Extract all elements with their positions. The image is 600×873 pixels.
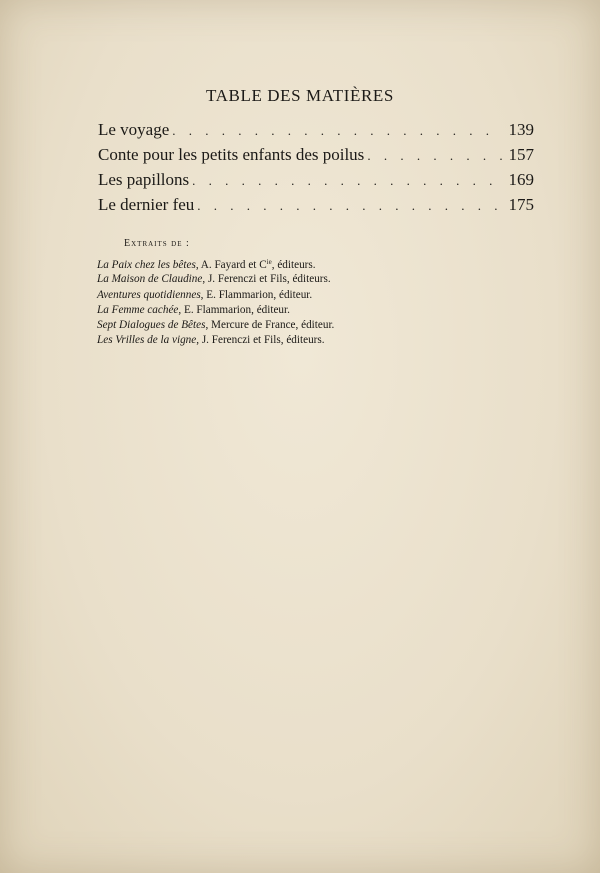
toc-entry [98, 195, 534, 220]
toc-entry [98, 170, 534, 195]
extrait-superscript: ie [266, 258, 272, 266]
toc-entry-page: 157 [508, 145, 534, 164]
extrait-publisher-end: , éditeurs. [271, 259, 316, 271]
extraits-list [97, 258, 517, 350]
extrait-work: La Paix chez les bêtes [97, 259, 196, 271]
extrait-publisher: , A. Fayard et C [195, 259, 267, 271]
extrait-publisher: , E. Flammarion, éditeur. [200, 288, 313, 301]
extrait-work: Aventures quotidiennes [97, 288, 201, 301]
toc-entry [98, 145, 534, 170]
extrait-item [97, 258, 517, 273]
dot-leader [197, 198, 502, 214]
toc-entry-page: 139 [508, 120, 534, 139]
extrait-work: La Maison de Claudine [97, 273, 203, 286]
extrait-work: Les Vrilles de la vigne [97, 334, 197, 347]
toc-entries [98, 120, 534, 220]
toc-entry [98, 120, 534, 145]
dot-leader [192, 173, 502, 189]
extrait-item [97, 289, 517, 304]
toc-entry-title: Conte pour les petits enfants des poilus [98, 145, 365, 164]
dot-leader [172, 123, 502, 139]
toc-entry-title: Les papillons [98, 170, 190, 189]
extrait-work: La Femme cachée [97, 303, 179, 316]
page-title: TABLE DES MATIÈRES [206, 86, 394, 105]
extrait-item [97, 304, 517, 319]
toc-entry-page: 175 [508, 195, 534, 214]
extrait-item [97, 273, 517, 288]
extrait-work: Sept Dialogues de Bêtes [97, 319, 206, 332]
extraits-heading: Extraits de : [124, 238, 190, 249]
extrait-publisher: , J. Ferenczi et Fils, éditeurs. [202, 273, 331, 286]
extrait-publisher: , E. Flammarion, éditeur. [178, 303, 290, 316]
toc-entry-title: Le dernier feu [98, 195, 195, 214]
toc-entry-title: Le voyage [98, 120, 170, 139]
extrait-item [97, 334, 517, 349]
toc-entry-page: 169 [508, 170, 534, 189]
extrait-item [97, 319, 517, 334]
dot-leader [367, 148, 502, 164]
extrait-publisher: , Mercure de France, éditeur. [205, 319, 335, 332]
extrait-publisher: , J. Ferenczi et Fils, éditeurs. [196, 334, 325, 347]
